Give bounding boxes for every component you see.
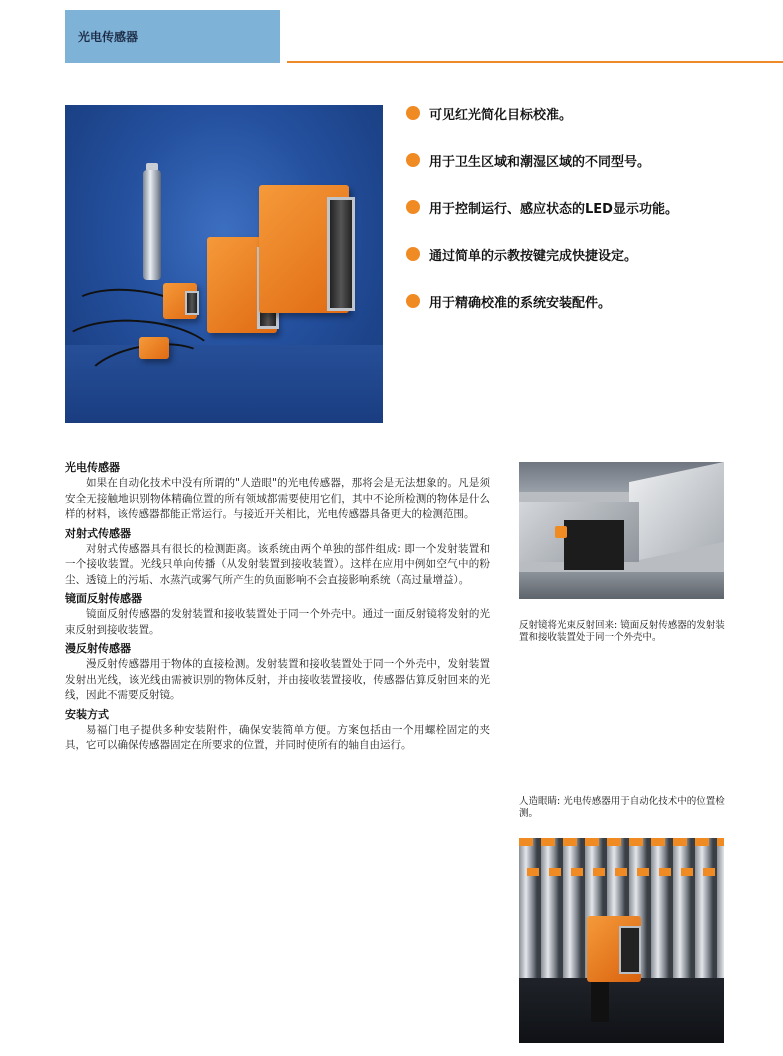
photo-caption: 反射镜将光束反射回来: 镜面反射传感器的发射装置和接收装置处于同一个外壳中。 bbox=[519, 620, 725, 643]
section-heading: 安装方式 bbox=[65, 707, 109, 721]
section-paragraph: 漫反射传感器用于物体的直接检测。发射装置和接收装置处于同一个外壳中，发射装置发射出光线，该光线由需被识别的物体反射，并由接收装置接收，传感器估算反射回来的光线，因此不需要反射镜。 bbox=[65, 658, 490, 701]
bullet-dot-icon bbox=[406, 294, 420, 308]
section-paragraph: 镜面反射传感器的发射装置和接收装置处于同一个外壳中。通过一面反射镜将发射的光束反射到接收装置。 bbox=[65, 608, 490, 636]
header-rule bbox=[287, 61, 783, 63]
photo-caption: 人造眼睛: 光电传感器用于自动化技术中的位置检测。 bbox=[519, 796, 725, 819]
section-heading: 光电传感器 bbox=[65, 461, 120, 474]
product-photo bbox=[65, 105, 383, 423]
section-heading: 对射式传感器 bbox=[65, 526, 131, 540]
section-heading: 漫反射传感器 bbox=[65, 642, 131, 655]
bullet-dot-icon bbox=[406, 200, 420, 214]
position-detection-photo bbox=[519, 838, 724, 1043]
section-paragraph: 如果在自动化技术中没有所谓的"人造眼"的光电传感器，那将会是无法想象的。凡是须安全无接触地识别物体精确位置的所有领域都需要使用它们，其中不论所检测的物体是什么样的材料，该传感器都能正常运行。与接近开关相比，光电传感器具备更大的检测范围。 bbox=[65, 477, 490, 520]
bullet-item: 用于卫生区域和潮湿区域的不同型号。 bbox=[406, 150, 650, 170]
bullet-dot-icon bbox=[406, 153, 420, 167]
bullet-dot-icon bbox=[406, 247, 420, 261]
bullet-item: 用于控制运行、感应状态的LED显示功能。 bbox=[406, 197, 678, 217]
bullet-item: 通过简单的示教按键完成快捷设定。 bbox=[406, 244, 637, 264]
section-paragraph: 对射式传感器具有很长的检测距离。该系统由两个单独的部件组成: 即一个发射装置和一个接收装置。光线只单向传播（从发射装置到接收装置）。这样在应用中例如空气中的粉尘、透镜上的污垢、水蒸汽或雾气所产生的负面影响不会直接影响系统（高过量增益）。 bbox=[65, 542, 490, 586]
page-title: 光电传感器 bbox=[78, 30, 139, 44]
bullet-dot-icon bbox=[406, 106, 420, 120]
bullet-item: 用于精确校准的系统安装配件。 bbox=[406, 291, 611, 311]
section-heading: 镜面反射传感器 bbox=[65, 592, 142, 605]
section-paragraph: 易福门电子提供多种安装附件，确保安装简单方便。方案包括由一个用螺栓固定的夹具，它可以确保传感器固定在所要求的位置，并同时使所有的轴自由运行。 bbox=[65, 723, 490, 751]
article-body bbox=[65, 460, 490, 757]
reflector-application-photo bbox=[519, 462, 724, 599]
bullet-item: 可见红光简化目标校准。 bbox=[406, 103, 572, 123]
